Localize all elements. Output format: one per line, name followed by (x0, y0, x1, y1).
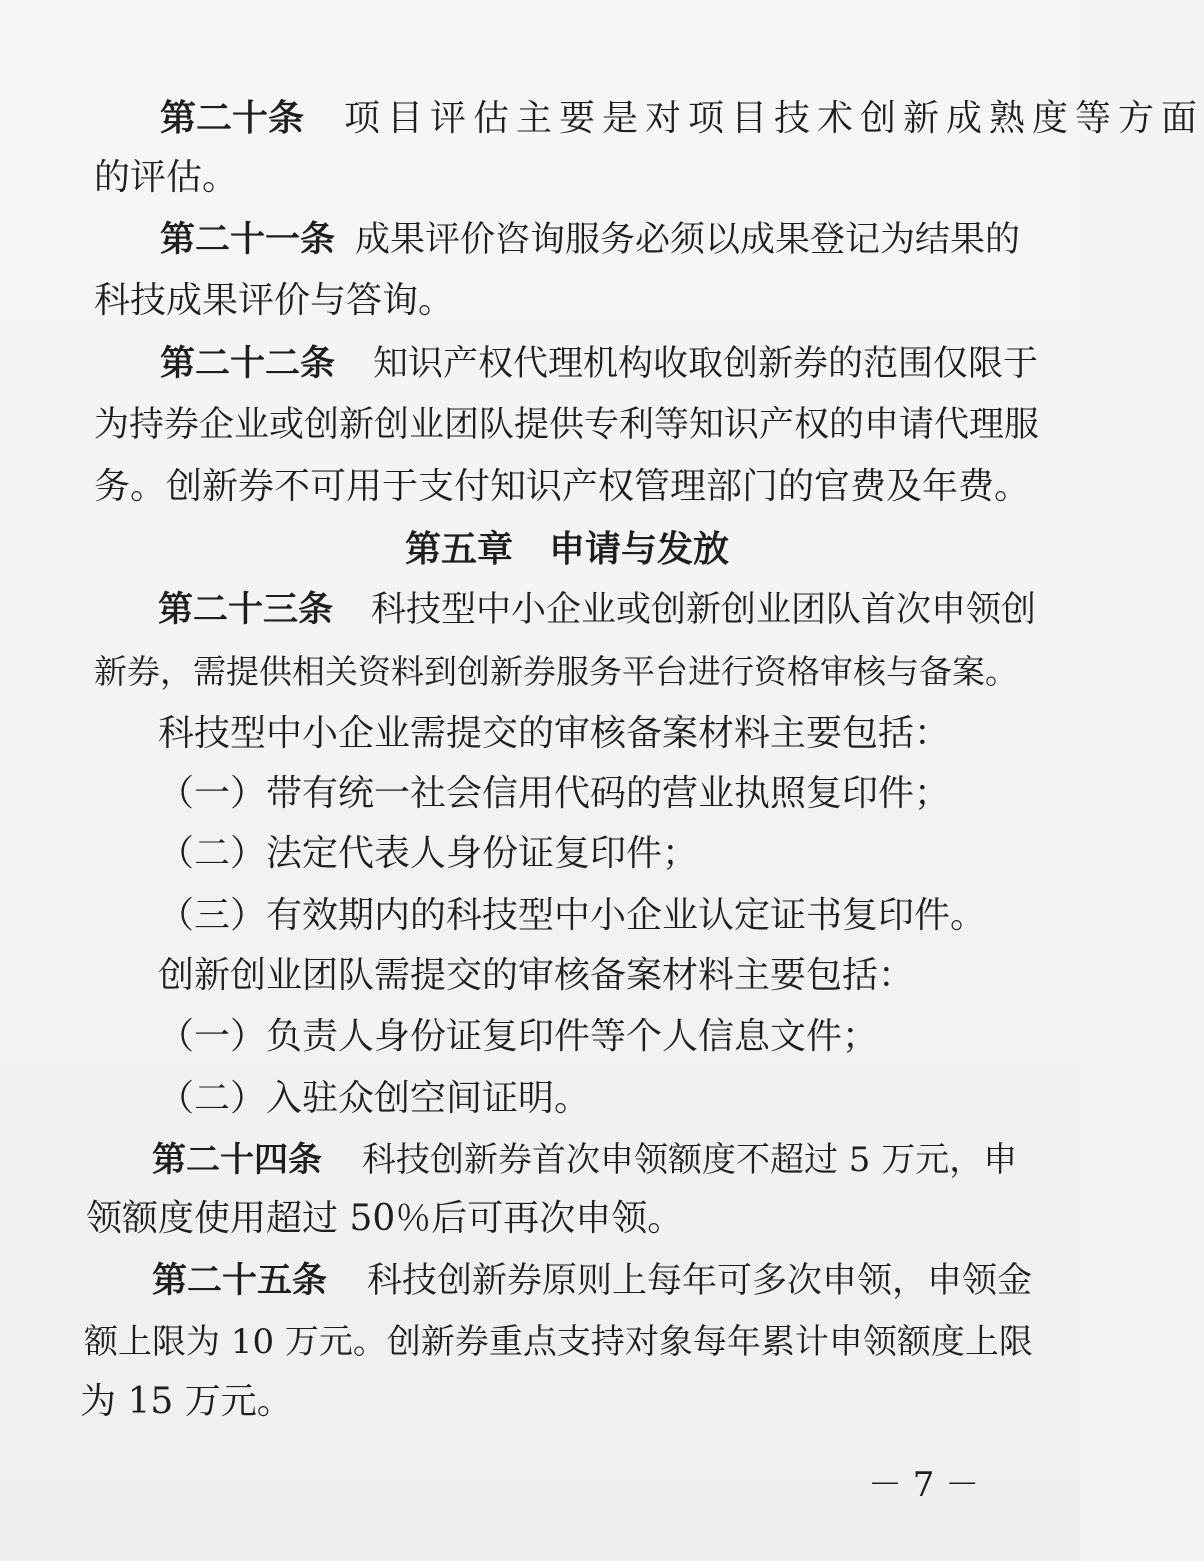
article-25-text-1: 科技创新券原则上每年可多次申领，申领金 (367, 1261, 1033, 1301)
article-25-line-2: 额上限为 10 万元。创新券重点支持对象每年累计申领额度上限 (84, 1322, 1033, 1362)
article-22-text-1: 知识产权代理机构收取创新券的范围仅限于 (373, 344, 1039, 384)
article-23-team-item-1: （一）负责人身份证复印件等个人信息文件； (158, 1016, 879, 1057)
article-23-sme-item-1: （一）带有统一社会信用代码的营业执照复印件； (158, 773, 951, 814)
page-number: － 7 － (868, 1465, 980, 1505)
article-22-line-1 (160, 344, 1038, 384)
article-21-text-1: 成果评价咨询服务必须以成果登记为结果的 (355, 220, 1021, 260)
article-22-line-3: 务。创新券不可用于支付知识产权管理部门的官费及年费。 (94, 466, 1031, 507)
article-25-line-3: 为 15 万元。 (80, 1381, 293, 1422)
article-25-line-1 (152, 1261, 1032, 1301)
article-24-label: 第二十四条 (152, 1140, 322, 1180)
article-21-line-1 (160, 220, 1020, 260)
article-23-team-item-2: （二）入驻众创空间证明。 (158, 1078, 591, 1119)
article-25-label: 第二十五条 (152, 1261, 328, 1301)
article-23-line-2: 新券，需提供相关资料到创新券服务平台进行资格审核与备案。 (94, 652, 1018, 691)
article-20-label: 第二十条 (160, 98, 305, 139)
article-23-line-1 (158, 590, 1036, 630)
article-23-sme-item-3: （三）有效期内的科技型中小企业认定证书复印件。 (158, 895, 987, 936)
article-20-text-1: 项目评估主要是对项目技术创新成熟度等方面 (344, 98, 1204, 139)
article-22-label: 第二十二条 (160, 344, 336, 384)
article-20-line-2: 的评估。 (94, 157, 239, 198)
article-21-label: 第二十一条 (160, 220, 336, 260)
article-23-sme-intro: 科技型中小企业需提交的审核备案材料主要包括： (158, 713, 951, 754)
article-23-label: 第二十三条 (158, 590, 334, 630)
article-23-sme-item-2: （二）法定代表人身份证复印件； (158, 833, 699, 874)
chapter-5-heading: 第五章 申请与发放 (405, 529, 730, 570)
article-23-text-1: 科技型中小企业或创新创业团队首次申领创 (371, 590, 1037, 630)
article-24-line-2: 领额度使用超过 50％后可再次申领。 (86, 1198, 684, 1239)
article-22-line-2: 为持券企业或创新创业团队提供专利等知识产权的申请代理服 (94, 405, 1040, 445)
article-21-line-2: 科技成果评价与答询。 (94, 280, 455, 321)
article-20-line-1 (160, 98, 1204, 139)
article-24-text-1: 科技创新券首次申领额度不超过 5 万元，申 (362, 1140, 1018, 1180)
article-24-line-1 (152, 1140, 1017, 1180)
article-23-team-intro: 创新创业团队需提交的审核备案材料主要包括： (158, 955, 915, 996)
